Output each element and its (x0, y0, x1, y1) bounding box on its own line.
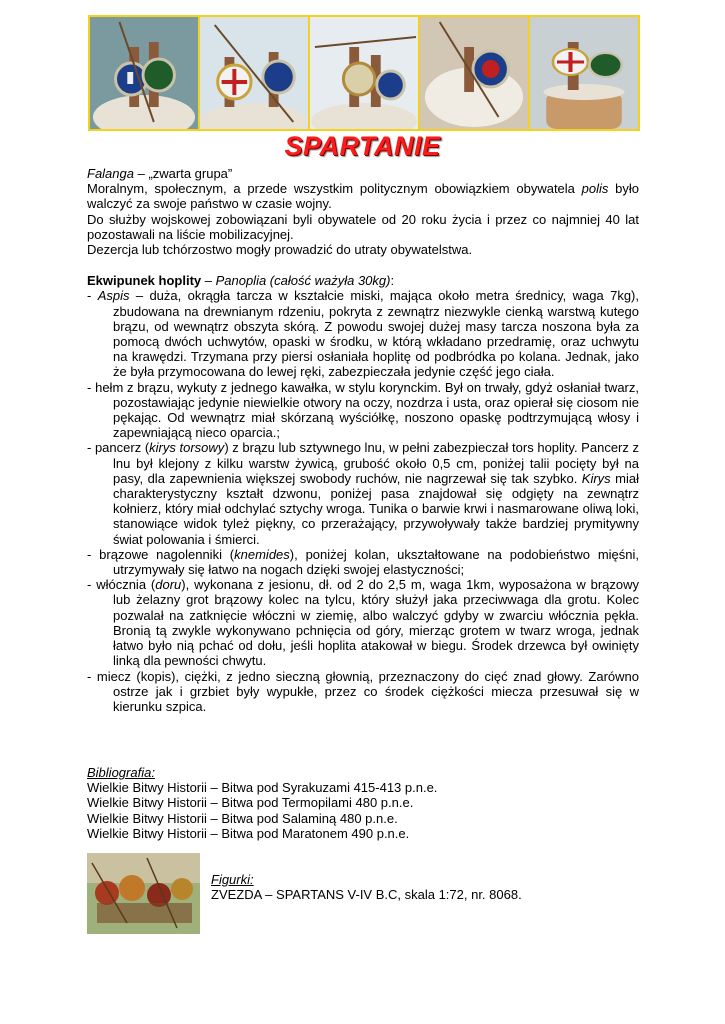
list-item-helm: - hełm z brązu, wykuty z jednego kawałka, w stylu korynckim. Był on trwały, gdyż osłaniał twarz, pozostawiając jedynie niewielkie otwory na oczy, nozdrza i usta, oraz opierał się ciosom nie pękając. Od wewnątrz miał skórzaną wyściółkę, noszono opaskę podtrzymującą włosy i zapewniającą nieco oparcia.; (87, 379, 639, 441)
falanga-definition: – „zwarta grupa” (133, 166, 233, 181)
spartan-figure-photo-1 (90, 17, 198, 129)
spartan-figure-photo-4 (420, 17, 528, 129)
list-item-pancerz (87, 440, 639, 546)
intro-paragraph-2: Do służby wojskowej zobowiązani byli obywatele od 20 roku życia i przez co najmniej 40 lat pozostawali na liście mobilizacyjnej. (87, 211, 639, 242)
intro-paragraph-3: Dezercja lub tchórzostwo mogły prowadzić do utraty obywatelstwa. (87, 242, 473, 258)
doru-term: doru (155, 577, 182, 593)
equipment-colon: : (390, 273, 395, 289)
figurki-heading: Figurki: (211, 872, 254, 887)
bibliography-item: Wielkie Bitwy Historii – Bitwa pod Syrakuzami 415-413 p.n.e. (87, 780, 438, 796)
pancerz-text-b: ) z brązu lub sztywnego lnu, w pełni zabezpieczał tors hoplity. Pancerz z lnu był klejony z kilku warstw żywicą, grubość około 0,5 cm, poniżej talii pocięty był na pasy, dla zapewnienia większej swobody ruchów, nie nagrzewał się tak szybko. (113, 440, 640, 486)
spartan-figure-photo-2 (200, 17, 308, 129)
bibliography-item: Wielkie Bitwy Historii – Bitwa pod Termopilami 480 p.n.e. (87, 795, 414, 811)
aspis-prefix: - (87, 288, 98, 304)
header-photo-strip (88, 15, 640, 131)
equipment-heading (87, 273, 639, 288)
polis-term: polis (581, 181, 609, 197)
bibliography (87, 765, 647, 841)
wlocznia-text-b: ), wykonana z jesionu, dł. od 2 do 2,5 m, waga 1km, wyposażona w brązowy lub żelazny grot brązowy kolec na tylcu, który służył jaka przeciwwaga dla grotu. Kolec pozwalał na zatknięcie włóczni w ziemię, albo walczyć gdyby w zwarciu włócznia pękła. Bronią tą zwykle wykonywano pchnięcia od góry, mierząc grotem w twarz wroga, jednak łatwo było nią pchać od dołu, jeśli hoplita atakował w biegu. Środek drzewca był owinięty linką dla pewności chwytu. (113, 577, 639, 669)
falanga-line (87, 166, 639, 181)
figurki-section (211, 872, 522, 902)
list-item-miecz: - miecz (kopis), ciężki, z jedno sieczną głownią, przeznaczony do cięć znad głowy. Zarówno ostrze jak i grzbiet były wypukłe, przez co środek ciężkości miecza przesuwał się w kierunku szpica. (87, 668, 639, 714)
aspis-term: Aspis (97, 288, 130, 304)
nagolenniki-text-a: - brązowe nagolenniki ( (87, 546, 235, 562)
intro-p1-text-a: Moralnym, społecznym, a przede wszystkim politycznym obowiązkiem obywatela (87, 181, 582, 197)
page-title: SPARTANIE (284, 131, 441, 161)
kirys-term: Kirys (581, 470, 611, 486)
falanga-term: Falanga (87, 166, 134, 181)
wlocznia-text-a: - włócznia ( (87, 577, 156, 593)
bibliography-heading: Bibliografia: (87, 765, 155, 780)
intro-paragraph-1 (87, 181, 639, 211)
pancerz-text-a: - pancerz ( (87, 440, 150, 456)
equipment-heading-text: Ekwipunek hoplity (87, 273, 202, 289)
pancerz-text-c: miał charakterystyczny kształt dzwonu, poniżej pasa znajdował się odgięty na zewnątrz kołnierz, który miał odchylać sztychy wroga. Tunika o barwie krwi i nasmarowane oliwą loki, stanowiące widok tyleż piękny, co przerażający, przywoływały także bardziej prymitywny świat polowania i śmierci. (113, 470, 639, 547)
spartan-figure-photo-3 (310, 17, 418, 129)
list-item-aspis (87, 288, 639, 379)
panoplia-term: Panoplia (całość ważyła 30kg) (215, 273, 391, 289)
spartan-figure-photo-5 (530, 17, 638, 129)
knemides-term: knemides (234, 546, 290, 562)
equipment-dash: – (201, 273, 216, 289)
aspis-text: – duża, okrągła tarcza w kształcie miski, mająca około metra średnicy, waga 7kg), zbudowana na drewnianym rdzeniu, pokryta z zewnątrz niezwykle cienką warstwą kutego brązu, od wewnątrz obszyta skórą. Z powodu swojej dużej masy tarcza noszona była za pomocą dwóch uchwytów, opaski w środku, w którą wkładano przedramię, oraz uchwytu na krawędzi. Trzymana przy piersi osłaniała hoplitę od podbródka po kolana. Jednak, jako że była przymocowana do lewej ręki, zabezpieczała jedynie część jego ciała. (113, 288, 639, 380)
list-item-nagolenniki (87, 547, 639, 577)
intro-p1-text-b: było walczyć za swoje państwo w czasie wojny. (87, 181, 639, 212)
main-text (87, 166, 639, 714)
figure-set-box-art (87, 853, 200, 934)
bibliography-item: Wielkie Bitwy Historii – Bitwa pod Salaminą 480 p.n.e. (87, 810, 398, 826)
list-item-wlocznia (87, 577, 639, 668)
figurki-text: ZVEZDA – SPARTANS V-IV B.C, skala 1:72, nr. 8068. (211, 887, 522, 903)
kirys-torsowy-term: kirys torsowy (149, 440, 225, 456)
bibliography-item: Wielkie Bitwy Historii – Bitwa pod Maratonem 490 p.n.e. (87, 825, 410, 841)
nagolenniki-text-b: ), poniżej kolan, ukształtowane na podobieństwo mięśni, utrzymywały się łatwo na nogach dzięki swojej elastyczności; (113, 546, 639, 578)
